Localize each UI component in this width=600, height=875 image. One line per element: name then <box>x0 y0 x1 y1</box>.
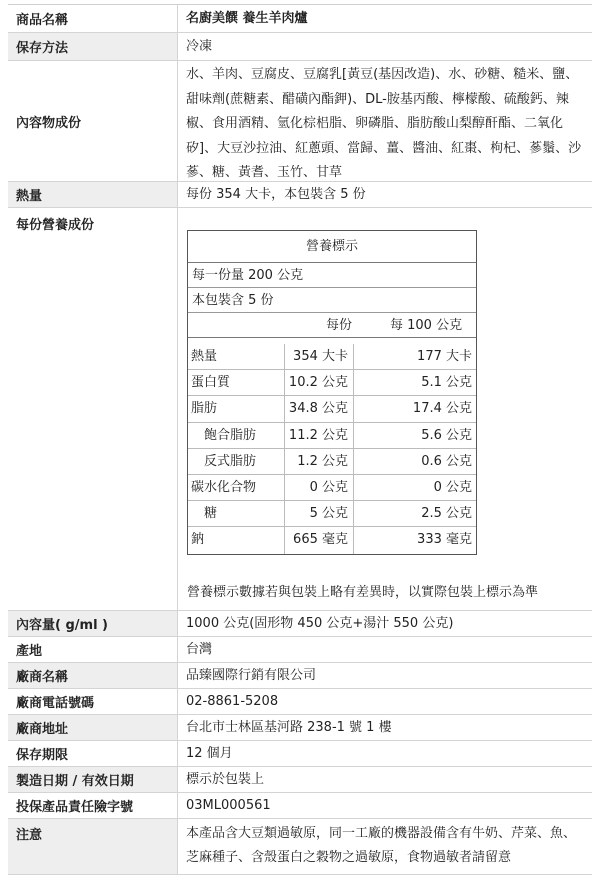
nutrient-name: 糖 <box>204 506 218 522</box>
ingredients-label: 內容物成份 <box>8 61 178 181</box>
nutrition-column-header <box>188 313 476 338</box>
nutrition-cell <box>178 208 592 610</box>
row-storage <box>8 33 592 61</box>
nutrition-box-title: 營養標示 <box>188 231 476 263</box>
storage-label: 保存方法 <box>8 33 178 60</box>
shelf-life-label: 保存期限 <box>8 741 178 766</box>
nutrition-row <box>188 527 476 553</box>
nutrition-row <box>188 449 476 475</box>
nutrient-per-100g: 0 公克 <box>433 479 472 495</box>
product-info-table <box>8 4 592 875</box>
row-calories <box>8 182 592 208</box>
nutrient-name: 反式脂肪 <box>204 453 257 469</box>
nutrition-row <box>188 344 476 370</box>
nutrient-per-serving: 34.8 公克 <box>288 401 348 417</box>
storage-value: 冷凍 <box>186 38 213 54</box>
nutrient-name: 碳水化合物 <box>191 479 257 495</box>
volume-value: 1000 公克(固形物 450 公克+湯汁 550 公克) <box>186 615 454 631</box>
nutrition-row <box>188 501 476 527</box>
maker-value: 品臻國際行銷有限公司 <box>186 667 317 683</box>
nutrient-name: 鈉 <box>191 532 205 548</box>
nutrition-facts-box <box>187 230 477 555</box>
row-address <box>8 715 592 741</box>
serving-size: 每一份量 200 公克 <box>188 263 476 288</box>
address-value: 台北市士林區基河路 238-1 號 1 樓 <box>186 719 392 735</box>
col-per-100g: 每 100 公克 <box>390 318 463 333</box>
origin-value: 台灣 <box>186 641 213 657</box>
phone-label: 廠商電話號碼 <box>8 689 178 714</box>
nutrient-per-100g: 2.5 公克 <box>421 506 472 522</box>
notice-value: 本產品含大豆類過敏原，同一工廠的機器設備含有牛奶、芹菜、魚、芝麻種子、含殼蛋白之穀物之過敏原，食物過敏者請留意 <box>186 826 577 865</box>
nutrient-per-serving: 1.2 公克 <box>297 453 348 469</box>
row-dates <box>8 767 592 793</box>
maker-label: 廠商名稱 <box>8 663 178 688</box>
insurance-value: 03ML000561 <box>186 797 271 813</box>
row-product-name <box>8 5 592 33</box>
nutrient-per-serving: 0 公克 <box>309 479 348 495</box>
row-origin <box>8 637 592 663</box>
nutrition-label: 每份營養成份 <box>8 208 178 610</box>
nutrient-per-100g: 0.6 公克 <box>421 453 472 469</box>
volume-label: 內容量( g/ml ) <box>8 611 178 636</box>
origin-label: 產地 <box>8 637 178 662</box>
col-per-serving: 每份 <box>326 318 353 333</box>
nutrient-per-100g: 333 毫克 <box>417 532 472 548</box>
product-name-label: 商品名稱 <box>8 5 178 32</box>
nutrient-name: 熱量 <box>191 349 218 364</box>
dates-value: 標示於包裝上 <box>186 771 265 787</box>
row-ingredients <box>8 61 592 182</box>
row-volume <box>8 611 592 637</box>
nutrition-rows <box>188 344 476 554</box>
servings-per-package: 本包裝含 5 份 <box>188 288 476 313</box>
insurance-label: 投保產品責任險字號 <box>8 793 178 818</box>
nutrition-row <box>188 370 476 396</box>
phone-value: 02-8861-5208 <box>186 693 279 709</box>
nutrition-row <box>188 475 476 501</box>
row-insurance <box>8 793 592 819</box>
dates-label: 製造日期 / 有效日期 <box>8 767 178 792</box>
nutrient-per-serving: 10.2 公克 <box>288 375 348 391</box>
ingredients-value: 水、羊肉、豆腐皮、豆腐乳[黃豆(基因改造)、水、砂糖、糙米、鹽、甜味劑(蔗糖素、醋磺內酯鉀)、DL-胺基丙酸、檸檬酸、硫酸鈣、辣椒、食用酒精、氫化棕梠脂、卵磷脂、脂肪酸山梨醇酐酯、二氧化矽]、大豆沙拉油、紅蔥頭、當歸、薑、醬油、紅棗、枸杞、蔘鬚、沙蔘、糖、黃耆、玉竹、甘草 <box>186 67 582 180</box>
nutrient-name: 飽合脂肪 <box>204 427 257 443</box>
nutrient-name: 蛋白質 <box>191 375 231 391</box>
nutrient-per-100g: 17.4 公克 <box>412 401 472 417</box>
nutrient-per-serving: 11.2 公克 <box>288 427 348 443</box>
nutrient-per-serving: 665 毫克 <box>293 532 348 548</box>
nutrient-per-serving: 354 大卡 <box>293 349 348 364</box>
row-shelf-life <box>8 741 592 767</box>
notice-label: 注意 <box>8 819 178 874</box>
calories-value: 每份 354 大卡，本包裝含 5 份 <box>186 186 366 202</box>
nutrient-per-100g: 177 大卡 <box>417 349 472 364</box>
row-notice <box>8 819 592 875</box>
address-label: 廠商地址 <box>8 715 178 740</box>
row-nutrition <box>8 208 592 611</box>
product-name-value: 名廚美饌 養生羊肉爐 <box>186 10 308 26</box>
nutrient-per-serving: 5 公克 <box>309 506 348 522</box>
nutrient-per-100g: 5.1 公克 <box>421 375 472 391</box>
row-maker <box>8 663 592 689</box>
nutrition-note: 營養標示數據若與包裝上略有差異時，以實際包裝上標示為準 <box>187 585 539 600</box>
nutrition-row <box>188 423 476 449</box>
nutrient-per-100g: 5.6 公克 <box>421 427 472 443</box>
nutrient-name: 脂肪 <box>191 401 218 417</box>
shelf-life-value: 12 個月 <box>186 745 233 761</box>
calories-label: 熱量 <box>8 182 178 207</box>
row-phone <box>8 689 592 715</box>
nutrition-row <box>188 396 476 422</box>
